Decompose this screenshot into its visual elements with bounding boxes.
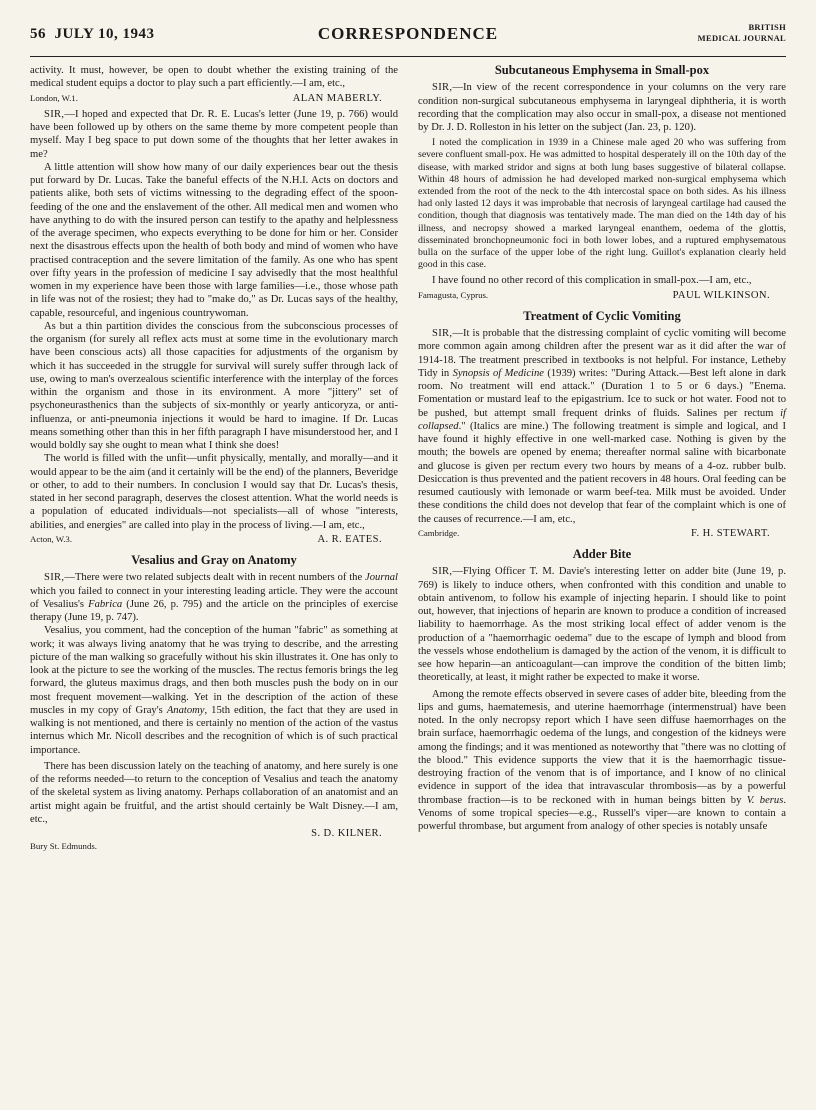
left-column bbox=[30, 64, 398, 854]
page-header bbox=[30, 22, 786, 57]
maberly-place: London, W.1. bbox=[30, 92, 78, 103]
maberly-signature-block bbox=[30, 92, 398, 105]
stewart-place: Cambridge. bbox=[418, 527, 460, 538]
section-title: CORRESPONDENCE bbox=[317, 24, 499, 43]
smallpox-paragraph-2: I noted the complication in 1939 in a Chinese male aged 20 who was suffering from severe confluent small-pox. He was admitted to hospital desperately ill on the 10th day of the disease, with marked stridor and signs at both lung bases suggestive of bilateral collapse. Within 48 hours of admission he had developed marked non-surgical emphysema which extended from the root of the neck to the 4th intercostal space on both sides. As his illness had only lasted 12 days it was improbable that necrosis of laryngeal cartilage had caused the condition, though that diagnosis was tentatively made. The man died on the 14th day of his illness, and necropsy showed a marked laryngeal enanthem, oedema of the glottis, disseminated bronchopneumonic foci in both lower lobes, and a ruptured emphysematous bulla on the surface of the upper lobe of the right lung. Guillot's explanation clearly held good in this case. bbox=[418, 137, 786, 271]
vesalius-paragraph-3: There has been discussion lately on the teaching of anatomy, and here surely is one of the reforms needed—to return to the conception of Vesalius and teach the anatomy of the skeletal system as living anatomy. Perhaps collaboration of an anatomist and an artist might again be fruitful, and the artist should certainly be Walt Disney.—I am, etc., bbox=[30, 760, 398, 825]
right-column bbox=[418, 64, 786, 833]
page-number: 56 bbox=[30, 26, 46, 42]
maberly-signature: ALAN MABERLY. bbox=[292, 92, 382, 104]
salutation: SIR, bbox=[432, 566, 453, 578]
salutation: SIR, bbox=[432, 328, 453, 340]
salutation: SIR, bbox=[44, 572, 65, 584]
eates-paragraph-4: The world is filled with the unfit—unfit physically, mentally, and morally—and it would appear to be the aim (and it certainly will be the end) of the planners, Beveridge or other, to add to their numbers. In conclusion I would say that Dr. Lucas's thesis, stated in her second paragraph, deserves the closest attention. What the world needs is a population of educated individuals—not specialists—all of whose "interests, abilities, and energies" are called into play in the process of living.—I am, etc., bbox=[30, 453, 399, 531]
eates-paragraph-1: SIR,—I hoped and expected that Dr. R. E. Lucas's letter (June 19, p. 766) would have been followed up by others on the same theme by more competent people than myself. May I beg space to put down some of the thoughts that her letter awakes in me? bbox=[30, 108, 398, 160]
journal-name-line2: MEDICAL JOURNAL bbox=[697, 33, 786, 43]
smallpox-heading: Subcutaneous Emphysema in Small-pox bbox=[494, 63, 710, 77]
adder-paragraph-1: SIR,—Flying Officer T. M. Davie's interesting letter on adder bite (June 19, p. 769) is likely to induce others, when confronted with this condition and unable to obtain antivenom, to follow his example of injecting heparin. I should like to point out, however, that injections of heparin are known to produce a condition of increased liability to haemorrhage. As the most striking local effect of adder venom is the production of a "haemorrhagic oedema" due to the escape of lymph and blood from the vessels whose endothelium is damaged by the action of the venom, it is difficult to see how heparin—an anticoagulant—can improve the condition of the bitten limb; theoretically, at least, it might rather be expected to make it worse. bbox=[418, 566, 786, 684]
vesalius-paragraph-1: SIR,—There were two related subjects dealt with in recent numbers of the Journal which you failed to connect in your interesting leading article. They were the account of Vesalius's Fabrica (June 26, p. 795) and the article on the principles of exercise therapy (June 19, p. 747). bbox=[30, 572, 398, 623]
journal-name-line1: BRITISH bbox=[748, 22, 786, 32]
stewart-signature-block bbox=[418, 527, 786, 540]
eates-signature: A. R. EATES. bbox=[317, 533, 382, 545]
vesalius-paragraph-2: Vesalius, you comment, had the conception of the human "fabric" as something at work; it was always living anatomy that he was trying to describe, and the arresting picture of the man walking so gracefully without his skin illustrates it. One has only to look at the picture to see the working of the muscles. The rectus femoris brings the leg forward, the gluteus maximus drags, and then both muscles push the body on in our most frequent movement—walking. Yet in the description of the action of these muscles in my copy of Gray's Anatomy, 15th edition, the fact that they are used in walking is not mentioned, and there is certainly no mention of the action of the vastus internus which Mr. Nicoll describes and the recognition of which is of such practical importance. bbox=[30, 625, 398, 756]
issue-date: JULY 10, 1943 bbox=[54, 26, 155, 42]
eates-paragraph-2: A little attention will show how many of our daily experiences bear out the thesis put forward by Dr. Lucas. Take the baneful effects of the N.H.I. Acts on doctors and patients alike, both sets of victims witnessing to the degrading effect of the spoon-feeding of the one and the enslavement of the other. All medical men and women who have anything to do with the insured person can testify to the apathy and helplessness of the average specimen, who expects everything to be done for him or her. Consider next the disastrous effects upon the health of both body and mind of women who have practised contraception and the severe limitation of the family. As one who has spent over fifty years in the profession of medicine I say advisedly that the most healthful women in my experience have been those with large families—i.e., those whose path in life was not of the rosiest; they had to "make do," as Dr. Lucas says of the healthy, capable, resourceful, and ingenious countrywoman. bbox=[30, 161, 398, 319]
wilkinson-signature: PAUL WILKINSON. bbox=[672, 289, 770, 301]
vomiting-heading: Treatment of Cyclic Vomiting bbox=[523, 308, 681, 323]
journal-name bbox=[698, 22, 786, 44]
adder-heading: Adder Bite bbox=[572, 547, 632, 562]
eates-paragraph-3: As but a thin partition divides the conscious from the subconscious processes of the organism (for surely all reflex acts must at some time in the evolutionary march have been conscious acts) all those capacities for adjustments of the organism by which it has succeeded in the struggle for survival will surely suffer through lack of use, owing to man's overzealous scientific interference with the interplay of the forces within the organism and those in its environment. A more "jittery" set of psychoneurasthenics than the subjects of six-monthly or yearly anticoryza, or anti-influenza, or anti-pneumonia injections it would be hard to imagine. If Dr. Lucas means something other than this in her fifth paragraph I have misunderstood her, and I would boldly say she ought to mean what I think she does! bbox=[30, 320, 398, 451]
wilkinson-signature-block bbox=[418, 289, 786, 302]
wilkinson-place: Famagusta, Cyprus. bbox=[418, 289, 489, 300]
salutation: SIR, bbox=[432, 82, 453, 94]
adder-paragraph-2: Among the remote effects observed in severe cases of adder bite, bleeding from the lips and gums, haematemesis, and uterine haemorrhage (intermenstrual) have been noted. In the only necropsy report which I have seen diffuse haemorrhages on the brain surface, haemorrhagic oedema of the lungs, and congestion of the kidneys were among the findings; and it was mentioned as noteworthy that "there was no clotting of the blood." This evidence supports the view that it is the haemorrhagic tissue-destroying fraction of the venom that is of importance, and I know of no clinical evidence in support of the idea that intravascular thrombosis—as by a powerful thrombase fraction—is to be reckoned with in human beings bitten by V. berus. Venoms of some tropical species—e.g., Russell's viper—are known to contain a powerful thrombase, but argument from analogy of other species is notably unsafe bbox=[418, 688, 786, 833]
maberly-letter-end: activity. It must, however, be open to doubt whether the existing training of the medical student equips a doctor to play such a part efficiently.—I am, etc., bbox=[30, 65, 398, 90]
salutation: SIR, bbox=[44, 108, 65, 120]
eates-place: Acton, W.3. bbox=[30, 533, 73, 544]
kilner-place: Bury St. Edmunds. bbox=[30, 841, 97, 852]
stewart-signature: F. H. STEWART. bbox=[691, 527, 770, 539]
vomiting-paragraph-1: SIR,—It is probable that the distressing complaint of cyclic vomiting will become more common again among children after the present war as it did after the war of 1914-18. The treatment prescribed in textbooks is not helpful. For instance, Letheby Tidy in Synopsis of Medicine (1939) writes: "During Attack.—Best left alone in dark room. No treatment will end attack." (Duration 1 to 5 or 6 days.) "Enema. Fomentation or mustard leaf to the epigastrium. Ice to suck or hot water. Food not to be pushed, but attempt small frequent drinks of fluids. Salines per rectum if collapsed." (Italics are mine.) The following treatment is simple and logical, and I have found it highly effective in one well-marked case. Nothing is given by the mouth; the bowels are opened by enema; thereafter normal saline with bicarbonate and glucose is given per rectum every two hours by means of a 4-oz. rubber bulb. Desiccation is thus prevented and the patient recovers in 48 hours. Oral feeding can be resumed cautiously with lemonade or warm beef-tea. Milk must be avoided. Under these conditions the child does not develop that fear of the complaint which is one of the causes of recurrence.—I am, etc., bbox=[418, 328, 786, 525]
vesalius-heading: Vesalius and Gray on Anatomy bbox=[131, 553, 297, 567]
kilner-signature-block bbox=[30, 827, 398, 840]
smallpox-paragraph-3: I have found no other record of this complication in small-pox.—I am, etc., bbox=[432, 275, 752, 287]
kilner-signature: S. D. KILNER. bbox=[311, 828, 382, 839]
smallpox-paragraph-1: SIR,—In view of the recent correspondence in your columns on the very rare condition non-surgical subcutaneous emphysema in laryngeal diphtheria, it is worth recording that the complication may also occur in small-pox, a disease not mentioned by Dr. J. D. Rolleston in his letter on the subject (Jan. 23, p. 120). bbox=[418, 82, 786, 133]
eates-signature-block bbox=[30, 533, 398, 546]
